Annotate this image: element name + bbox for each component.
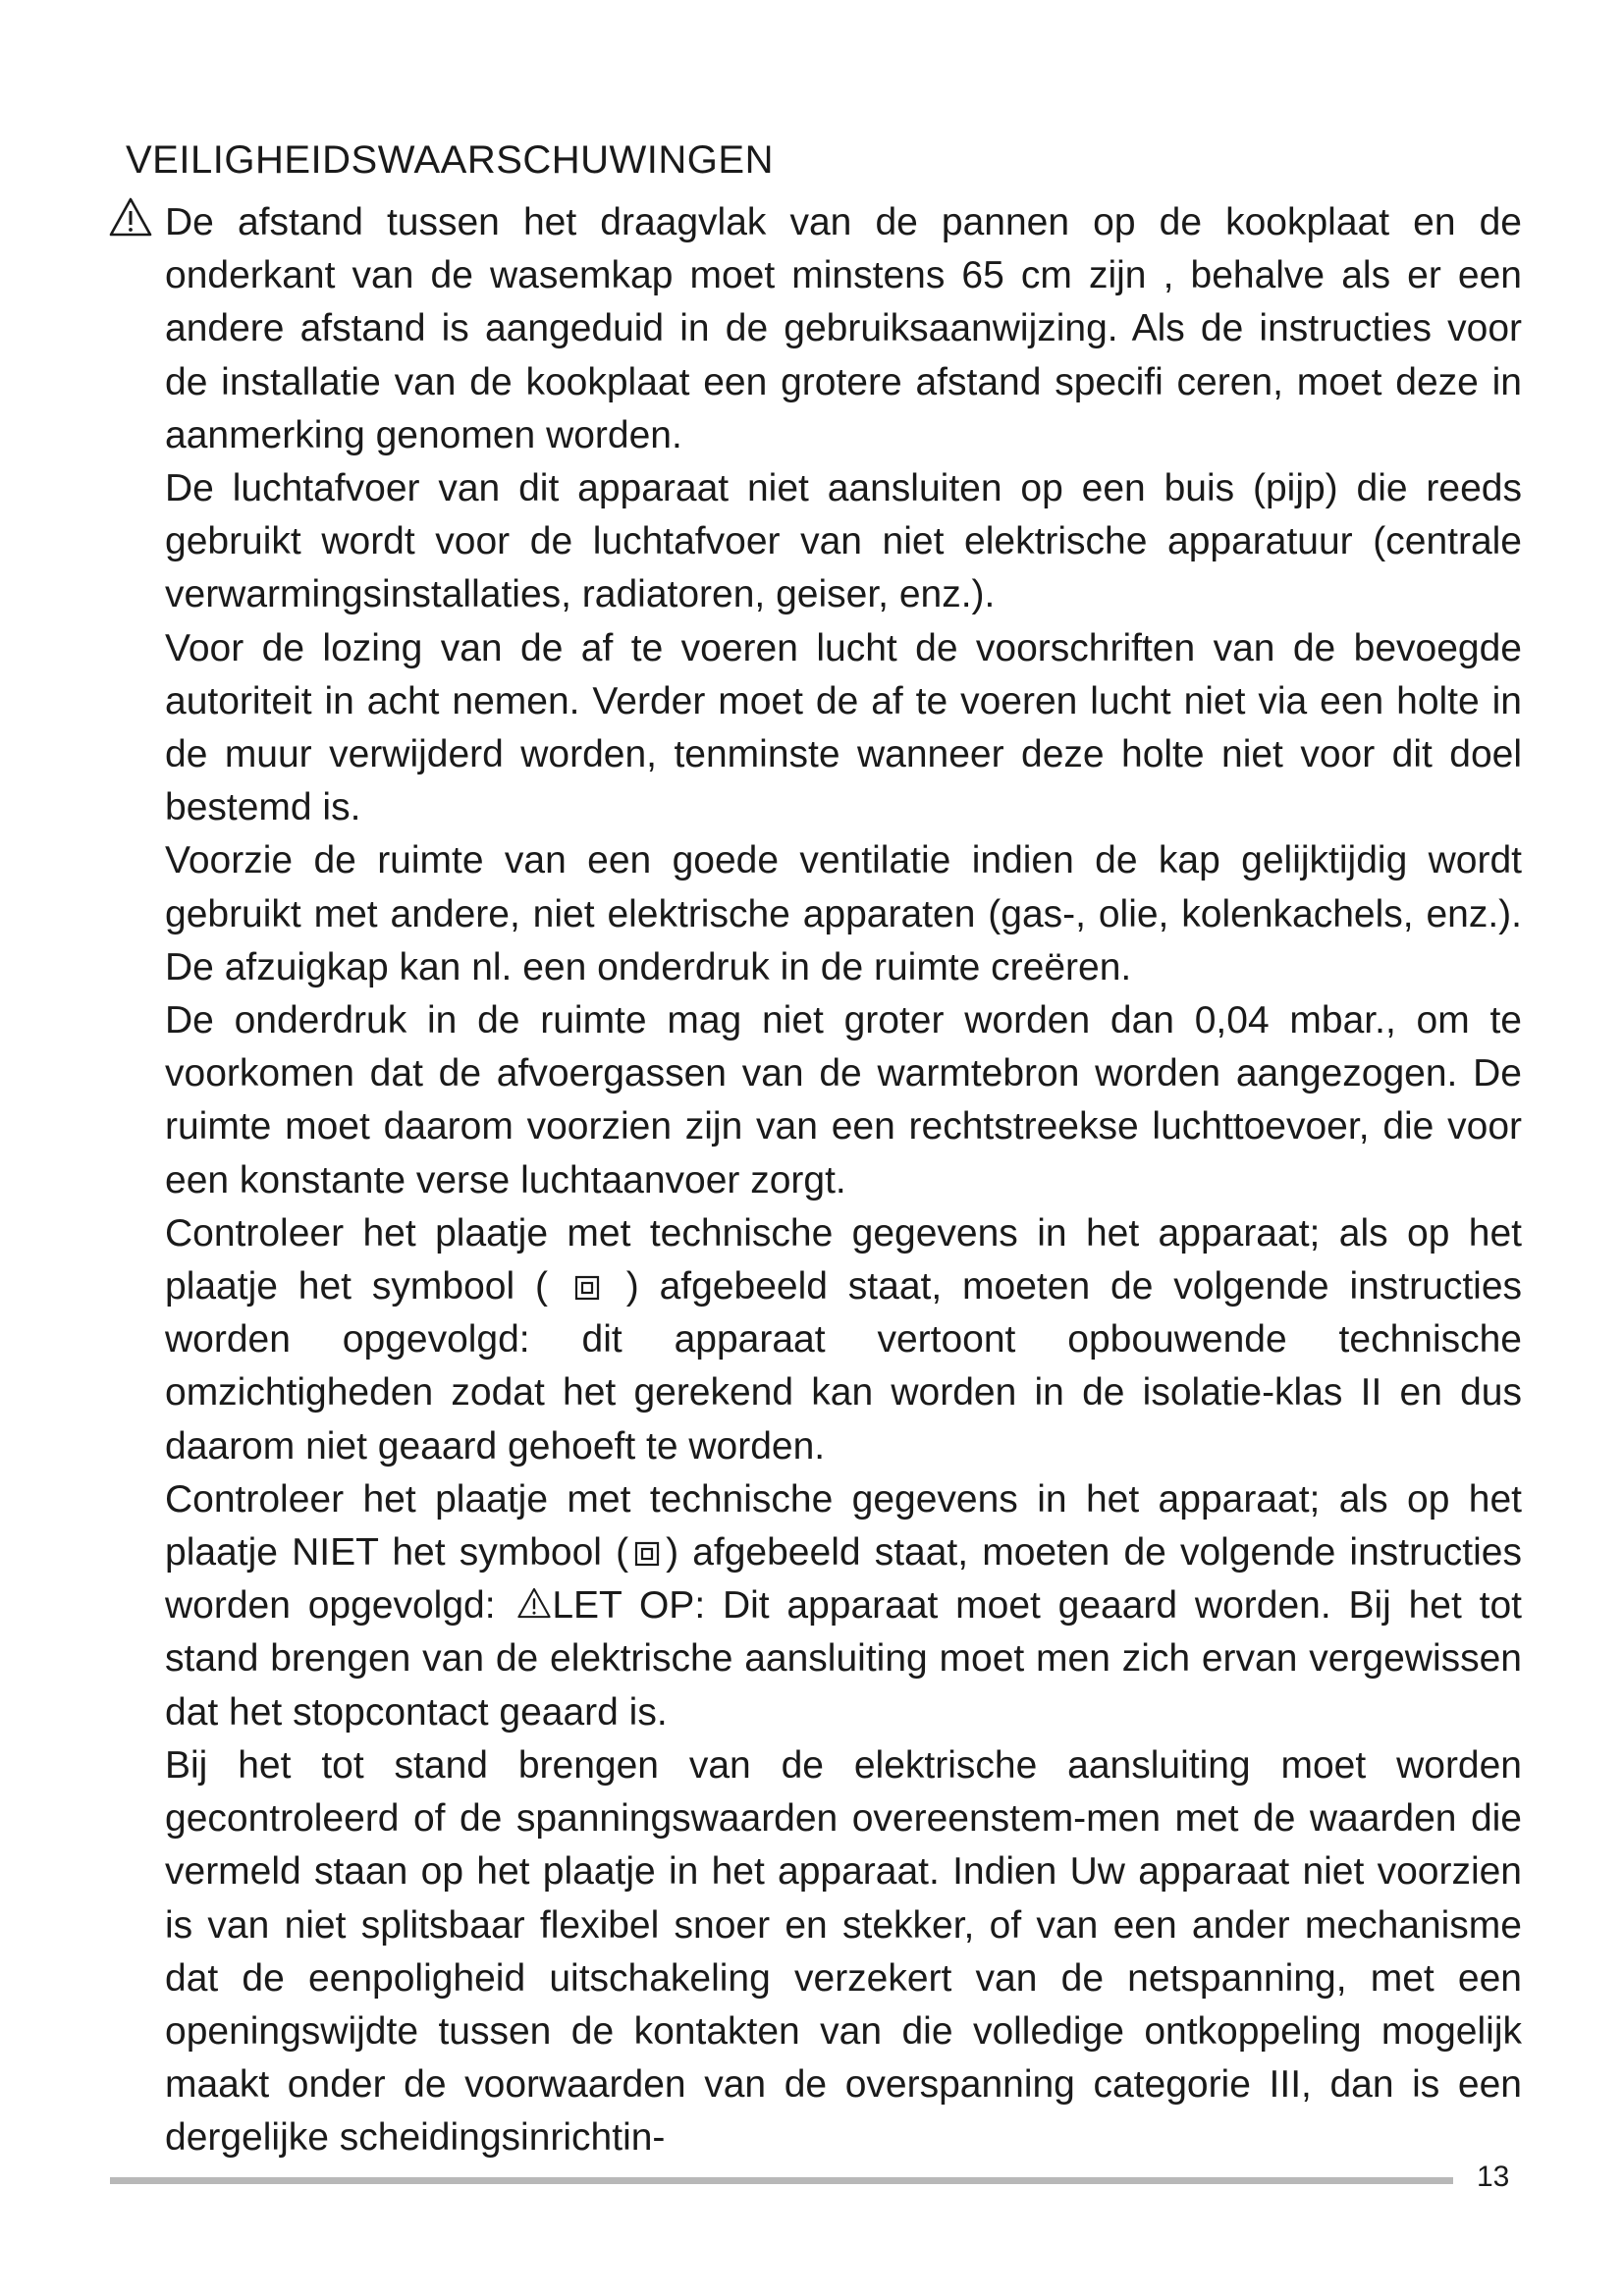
paragraph-earthing xyxy=(165,1473,1522,1739)
paragraph-hob-distance xyxy=(165,196,1522,462)
paragraph-text: LET OP: Dit apparaat moet geaard worden. Bij het tot stand brengen van de elektrische aansluiting moet men zich ervan vergewissen dat het stopcontact geaard is. xyxy=(165,1584,1522,1734)
paragraph-text: Controleer het plaatje met technische gegevens in het apparaat; als op het plaatje het symbool ( xyxy=(165,1211,1522,1308)
paragraph-text: De afstand tussen het draagvlak van de pannen op de kookplaat en de onderkant van de wasemkap moet minstens 65 cm zijn , behalve als er een andere afstand is aangeduid in de gebruiksaanwijzing. Als de instructies voor de installatie van de kookplaat een grotere afstand specifi ceren, moet deze in aanmerking genomen worden. xyxy=(165,201,1522,456)
paragraph-voltage: Bij het tot stand brengen van de elektrische aansluiting moet worden gecontroleerd of de spanningswaarden overeenstem-men met de waarden die vermeld staan op het plaatje in het apparaat. Indien Uw apparaat niet voorzien is van niet splitsbaar flexibel snoer en stekker, of van een ander mechanisme dat de eenpoligheid uitschakeling verzekert van de netspanning, met een openingswijdte tussen de kontakten van die volledige ontkoppeling mogelijk maakt onder de voorwaarden van de overspanning categorie III, dan is een dergelijke scheidingsinrichtin- xyxy=(165,1743,1522,2160)
body-text xyxy=(165,196,1522,2165)
double-insulation-icon xyxy=(634,1541,660,1567)
page-number: 13 xyxy=(1477,2161,1510,2193)
paragraph-text: Controleer het plaatje met technische gegevens in het apparaat; als op het plaatje NIET het symbool ( xyxy=(165,1477,1522,1575)
double-insulation-icon xyxy=(574,1275,600,1301)
paragraph-underpressure: De onderdruk in de ruimte mag niet groter worden dan 0,04 mbar., om te voorkomen dat de afvoergassen van de warmtebron worden aangezogen. De ruimte moet daarom voorzien zijn van een rechtstreekse luchttoevoer, die voor een konstante verse luchtaanvoer zorgt. xyxy=(165,999,1522,1201)
paragraph-air-discharge: Voor de lozing van de af te voeren lucht de voorschriften van de bevoegde autoriteit in acht nemen. Verder moet de af te voeren lucht niet via een holte in de muur verwijderd worden, tenminste wanneer deze holte niet voor dit doel bestemd is. xyxy=(165,626,1522,829)
paragraph-text: ) afgebeeld staat, moeten de volgende instructies worden opgevolgd: xyxy=(165,1531,1522,1628)
paragraph-text: ) afgebeeld staat, moeten de volgende instructies worden opgevolgd: dit apparaat vertoont opbouwende technische omzichtigheden zodat het gerekend kan worden in de isolatie-klas II en dus daarom niet geaard gehoeft te worden. xyxy=(165,1265,1523,1468)
warning-triangle-icon xyxy=(108,196,153,238)
section-heading: VEILIGHEIDSWAARSCHUWINGEN xyxy=(126,138,774,182)
warning-triangle-icon xyxy=(516,1586,552,1620)
paragraph-class-ii xyxy=(165,1207,1522,1473)
paragraph-air-exhaust: De luchtafvoer van dit apparaat niet aansluiten op een buis (pijp) die reeds gebruikt wordt voor de luchtafvoer van niet elektrische apparatuur (centrale verwarmingsinstallaties, radiatoren, geiser, enz.). xyxy=(165,467,1522,616)
paragraph-ventilation: Voorzie de ruimte van een goede ventilatie indien de kap gelijktijdig wordt gebruikt met andere, niet elektrische apparaten (gas-, olie, kolenkachels, enz.). De afzuigkap kan nl. een onderdruk in de ruimte creëren. xyxy=(165,839,1522,988)
footer-divider xyxy=(110,2177,1453,2184)
